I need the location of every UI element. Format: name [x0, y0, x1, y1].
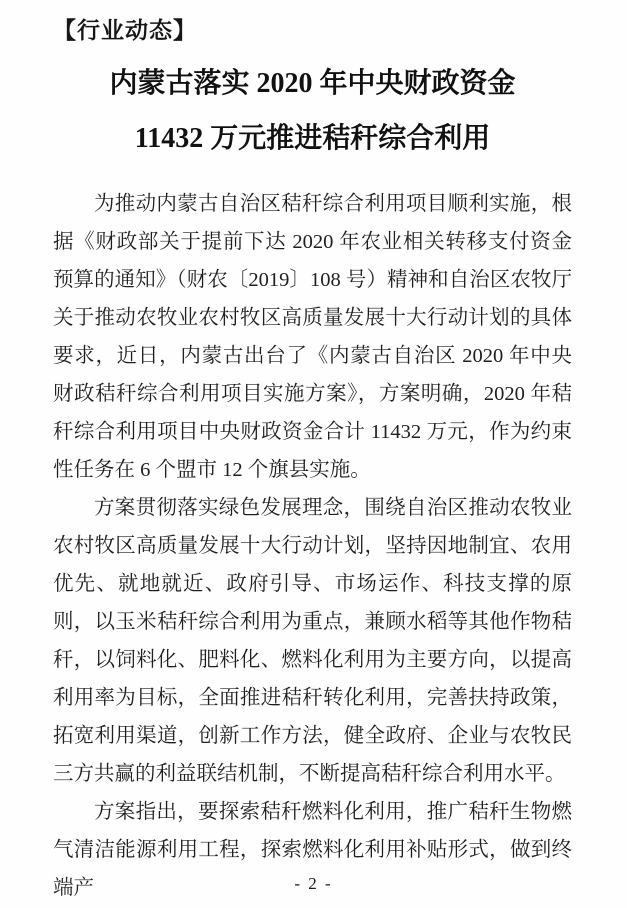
document-title-line-2: 11432 万元推进秸秆综合利用	[134, 123, 491, 154]
page-number: - 2 -	[294, 874, 333, 893]
document-body	[53, 185, 572, 907]
section-header: 【行业动态】	[53, 17, 197, 43]
body-paragraph-3: 方案指出，要探索秸秆燃料化利用，推广秸秆生物燃气清洁能源利用工程，探索燃料化利用补贴形式，做到终端产	[53, 800, 572, 899]
document-title-line-1: 内蒙古落实 2020 年中央财政资金	[109, 68, 516, 99]
body-paragraph-2: 方案贯彻落实绿色发展理念，围绕自治区推动农牧业农村牧区高质量发展十大行动计划，坚持因地制宜、农用优先、就地就近、政府引导、市场运作、科技支撑的原则，以玉米秸秆综合利用为重点，兼顾水稻等其他作物秸秆，以饲料化、肥料化、燃料化利用为主要方向，以提高利用率为目标，全面推进秸秆转化利用，完善扶持政策，拓宽利用渠道，创新工作方法，健全政府、企业与农牧民三方共赢的利益联结机制，不断提高秸秆综合利用水平。	[53, 496, 572, 785]
body-paragraph-1: 为推动内蒙古自治区秸秆综合利用项目顺利实施，根据《财政部关于提前下达 2020 年农业相关转移支付资金预算的通知》（财农〔2019〕108 号）精神和自治区农牧厅关于推动农牧业农村牧区高质量发展十大行动计划的具体要求，近日，内蒙古出台了《内蒙古自治区 2020 年中央财政秸秆综合利用项目实施方案》，方案明确，2020 年秸秆综合利用项目中央财政资金合计 11432 万元，作为约束性任务在 6 个盟市 12 个旗县实施。	[53, 192, 572, 481]
document-title	[53, 56, 572, 166]
